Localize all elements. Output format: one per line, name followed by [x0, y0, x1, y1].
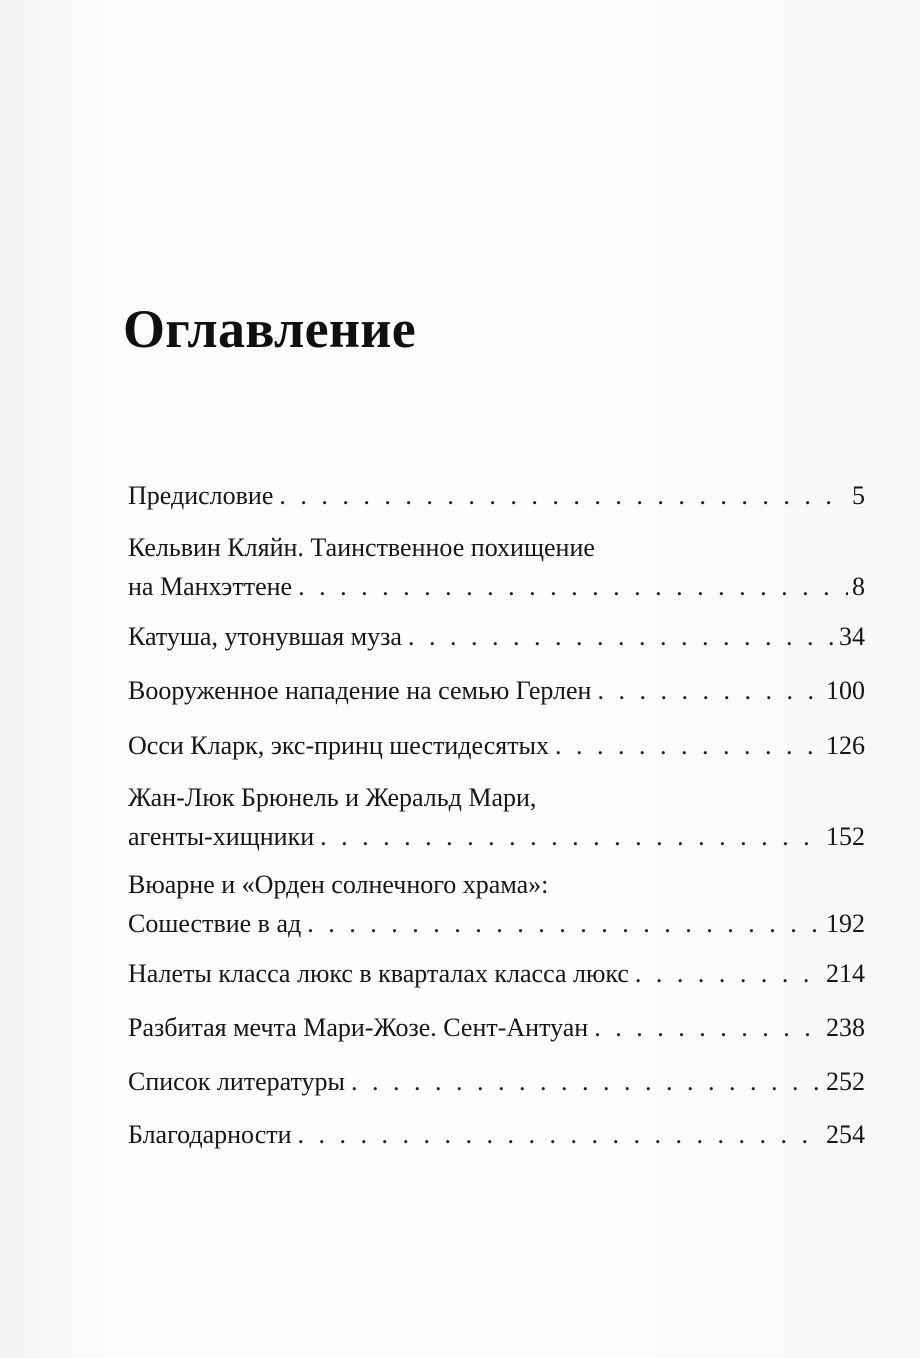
table-of-contents: [128, 0, 865, 1358]
toc-entry: [128, 478, 865, 514]
toc-entry-title-line1: Жан-Люк Брюнель и Жеральд Мари,: [128, 783, 537, 812]
toc-entry-title: Список литературы: [128, 1067, 345, 1096]
toc-entry: [128, 530, 865, 605]
toc-entry-row: [128, 673, 865, 709]
toc-entry-row: [128, 1010, 865, 1046]
toc-entry-row: [128, 478, 865, 514]
toc-entry: [128, 673, 865, 709]
toc-entry-row: [128, 819, 865, 855]
toc-entry-row: [128, 1064, 865, 1100]
toc-leader-dots: [320, 819, 822, 855]
toc-entry-page: 152: [826, 822, 865, 851]
toc-entry-title: агенты-хищники: [128, 822, 315, 851]
toc-entry-row: [128, 956, 865, 992]
toc-entry-title: Благодарности: [128, 1120, 292, 1149]
toc-entry-page: 126: [826, 731, 865, 760]
toc-entry-page: 238: [826, 1013, 865, 1042]
toc-entry-title: Катуша, утонувшая муза: [128, 622, 402, 651]
toc-entry-row: [128, 619, 865, 655]
toc-entry-row: [128, 728, 865, 764]
toc-entry: [128, 867, 865, 942]
toc-entry-title: Разбитая мечта Мари-Жозе. Сент-Антуан: [128, 1013, 589, 1042]
toc-entry-title: Вооруженное нападение на семью Герлен: [128, 676, 592, 705]
toc-entry-title: Осси Кларк, экс-принц шестидесятых: [128, 731, 550, 760]
toc-entry-page: 5: [852, 481, 865, 510]
toc-entry-page: 214: [826, 959, 865, 988]
toc-leader-dots: [555, 728, 822, 764]
toc-entry-page: 8: [852, 572, 865, 601]
toc-entry-page: 254: [826, 1120, 865, 1149]
toc-leader-dots: [635, 956, 822, 992]
toc-entry-title: Сошествие в ад: [128, 909, 302, 938]
toc-entry-title: на Манхэттене: [128, 572, 293, 601]
toc-entry-row: [128, 569, 865, 605]
page-title: Оглавление: [123, 299, 416, 359]
toc-leader-dots: [307, 906, 822, 942]
toc-entry-row: [128, 1117, 865, 1153]
toc-entry-title-line1: Кельвин Кляйн. Таинственное похищение: [128, 533, 595, 562]
toc-entry: [128, 728, 865, 764]
toc-leader-dots: [279, 478, 848, 514]
toc-entry: [128, 1064, 865, 1100]
toc-entry-title: Налеты класса люкс в кварталах класса люкс: [128, 959, 629, 988]
toc-entry-title: Предисловие: [128, 481, 274, 510]
toc-leader-dots: [298, 569, 848, 605]
toc-entry-page: 34: [839, 622, 865, 651]
toc-entry-title-line1: Вюарне и «Орден солнечного храма»:: [128, 870, 549, 899]
toc-entry-page: 100: [826, 676, 865, 705]
toc-entry-row: [128, 906, 865, 942]
toc-leader-dots: [298, 1117, 822, 1153]
toc-entry: [128, 780, 865, 855]
toc-entry-page: 192: [826, 909, 865, 938]
toc-entry: [128, 619, 865, 655]
toc-leader-dots: [597, 673, 822, 709]
toc-entry: [128, 1117, 865, 1153]
toc-leader-dots: [408, 619, 835, 655]
toc-entry: [128, 956, 865, 992]
toc-leader-dots: [351, 1064, 822, 1100]
toc-leader-dots: [594, 1010, 822, 1046]
toc-entry-page: 252: [826, 1067, 865, 1096]
toc-entry: [128, 1010, 865, 1046]
